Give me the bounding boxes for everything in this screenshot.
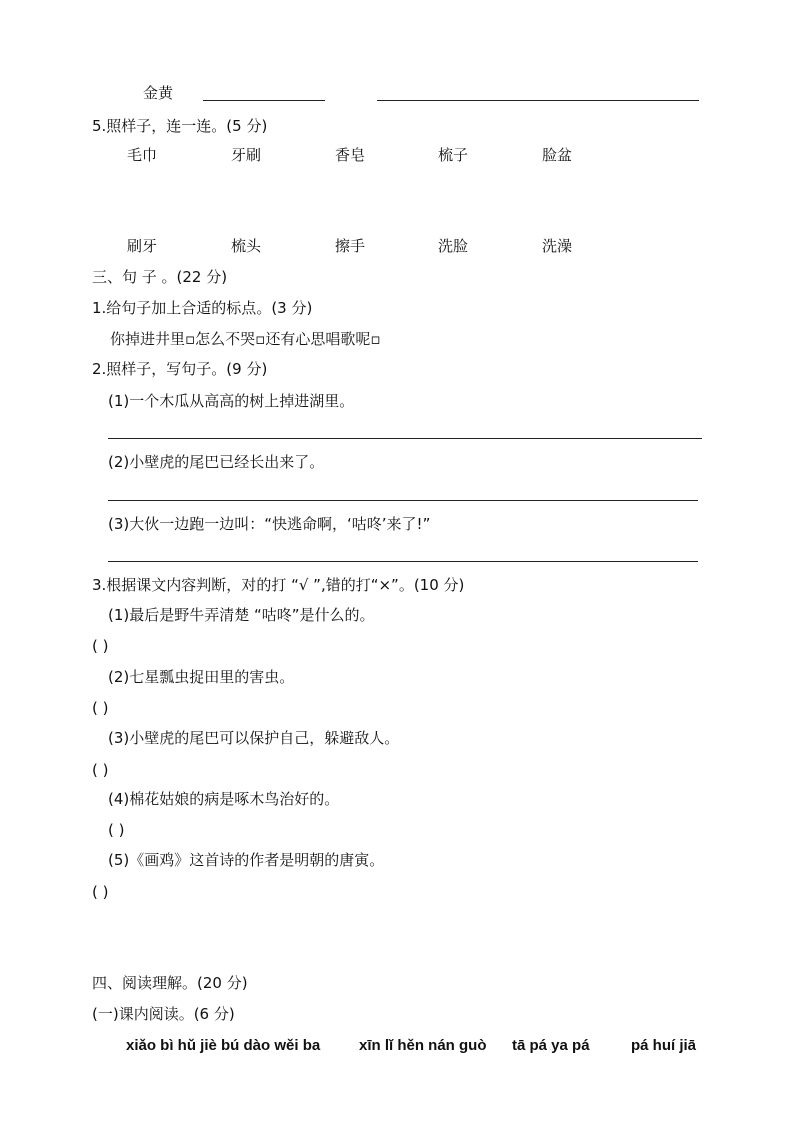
q5-top-word[interactable]: 毛巾 [127,146,158,164]
q5-heading: 5.照样子，连一连。(5 分) [92,117,268,135]
word-jinhuang: 金黄 [143,84,174,102]
s3-q3-item: (3)小壁虎的尾巴可以保护自己，躲避敌人。 [108,729,400,747]
q5-bottom-word[interactable]: 刷牙 [127,237,158,255]
s3-q3-heading: 3.根据课文内容判断，对的打 “√ ”,错的打“×”。(10 分) [92,576,465,594]
q5-top-word[interactable]: 脸盆 [542,146,573,164]
section4-heading: 四、阅读理解。(20 分) [92,974,248,992]
judge-paren[interactable]: ( ) [108,821,125,839]
pinyin-line: xiǎo bì hǔ jiè bú dào wěi ba [126,1037,321,1054]
s3-q1-heading: 1.给句子加上合适的标点。(3 分) [92,299,313,317]
judge-paren[interactable]: ( ) [92,761,109,779]
q5-bottom-word[interactable]: 洗澡 [542,237,573,255]
s3-q2-answer-line[interactable] [108,438,702,439]
s3-q1-sentence: 你掉进井里▫怎么不哭▫还有心思唱歌呢▫ [110,330,381,348]
judge-paren[interactable]: ( ) [92,637,109,655]
pinyin-line: xīn lǐ hěn nán guò [359,1037,487,1054]
section3-heading: 三、句 子 。(22 分) [92,268,228,286]
s3-q2-item: (1)一个木瓜从高高的树上掉进湖里。 [108,392,355,410]
q5-top-word[interactable]: 牙刷 [231,146,262,164]
answer-blank-long[interactable] [377,100,699,101]
q5-bottom-word[interactable]: 擦手 [335,237,366,255]
s3-q3-item: (5)《画鸡》这首诗的作者是明朝的唐寅。 [108,851,385,869]
s3-q3-item: (1)最后是野牛弄清楚 “咕咚”是什么的。 [108,606,375,624]
s3-q2-answer-line[interactable] [108,561,698,562]
q5-top-word[interactable]: 梳子 [438,146,469,164]
pinyin-line: pá huí jiā [631,1037,697,1054]
pinyin-line: tā pá ya pá [512,1037,590,1054]
s3-q3-item: (2)七星瓢虫捉田里的害虫。 [108,668,295,686]
s3-q2-heading: 2.照样子，写句子。(9 分) [92,360,268,378]
s3-q2-item: (3)大伙一边跑一边叫：“快逃命啊，‘咕咚’来了!” [108,515,431,533]
s3-q2-item: (2)小壁虎的尾巴已经长出来了。 [108,453,325,471]
q5-bottom-word[interactable]: 洗脸 [438,237,469,255]
s3-q2-answer-line[interactable] [108,500,698,501]
judge-paren[interactable]: ( ) [92,699,109,717]
judge-paren[interactable]: ( ) [92,883,109,901]
answer-blank-short[interactable] [203,100,325,101]
q5-top-word[interactable]: 香皂 [335,146,366,164]
s4-sub1-heading: (一)课内阅读。(6 分) [92,1005,235,1023]
q5-bottom-word[interactable]: 梳头 [231,237,262,255]
s3-q3-item: (4)棉花姑娘的病是啄木鸟治好的。 [108,790,340,808]
